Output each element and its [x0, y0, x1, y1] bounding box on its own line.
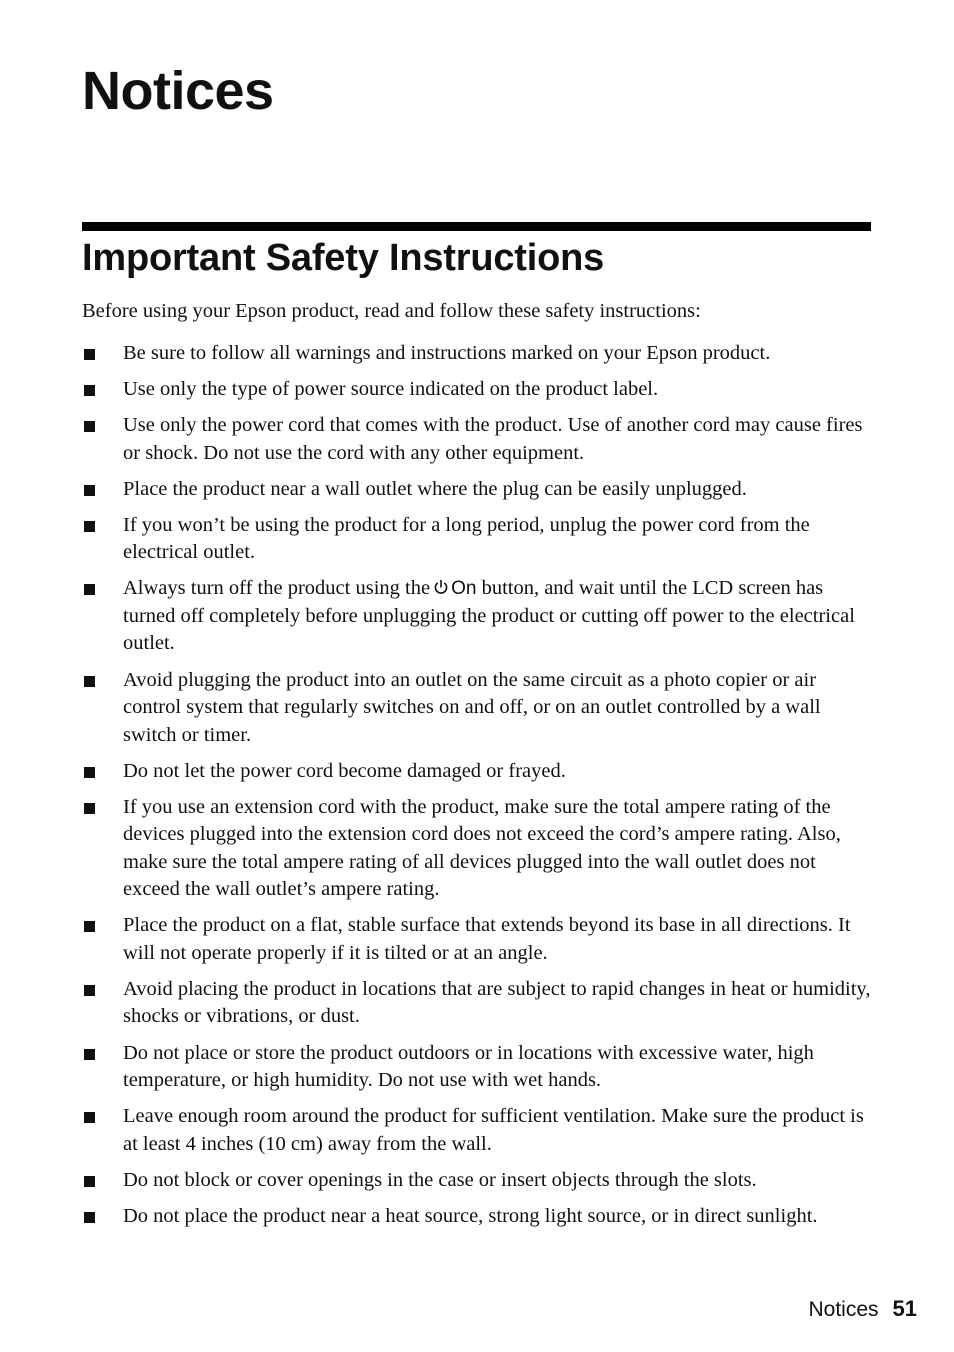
list-item — [82, 758, 872, 786]
square-bullet-icon — [84, 385, 95, 396]
square-bullet-icon — [84, 1112, 95, 1123]
list-item-text: Do not place the product near a heat source, strong light source, or in direct sunlight. — [123, 1204, 818, 1227]
square-bullet-icon — [84, 1049, 95, 1060]
intro-text: Before using your Epson product, read and follow these safety instructions: — [82, 300, 701, 322]
list-item-text: Do not let the power cord become damaged or frayed. — [123, 759, 566, 782]
list-item — [82, 412, 872, 467]
safety-instructions-list — [82, 340, 872, 1239]
page-title: Notices — [82, 61, 274, 121]
square-bullet-icon — [84, 485, 95, 496]
section-title: Important Safety Instructions — [82, 237, 605, 279]
square-bullet-icon — [84, 1176, 95, 1187]
list-item — [82, 976, 872, 1031]
square-bullet-icon — [84, 676, 95, 687]
power-icon — [433, 579, 449, 595]
list-item — [82, 794, 872, 904]
list-item-text: Leave enough room around the product for sufficient ventilation. Make sure the product is at least 4 inches (10 cm) away from the wall. — [123, 1105, 864, 1155]
list-item — [82, 512, 872, 567]
list-item — [82, 667, 872, 750]
list-item — [82, 575, 872, 658]
list-item-text: Place the product near a wall outlet where the plug can be easily unplugged. — [123, 477, 747, 500]
list-item — [82, 1040, 872, 1095]
page-number: 51 — [892, 1296, 917, 1321]
list-item-text: Do not place or store the product outdoors or in locations with excessive water, high temperature, or high humidity. Do not use with wet hands. — [123, 1041, 814, 1092]
section-divider — [82, 222, 871, 231]
list-item-text: Use only the type of power source indicated on the product label. — [123, 378, 659, 401]
square-bullet-icon — [84, 767, 95, 778]
list-item-text-after-button: button, and wait until the LCD screen has turned off completely before unplugging the product or cutting off power to the electrical outlet. — [123, 577, 855, 655]
list-item-text: Avoid placing the product in locations that are subject to rapid changes in heat or humidity, shocks or vibrations, or dust. — [123, 977, 871, 1028]
list-item-text: Be sure to follow all warnings and instructions marked on your Epson product. — [123, 342, 771, 364]
list-item — [82, 912, 872, 967]
list-item-text: Avoid plugging the product into an outlet on the same circuit as a photo copier or air control system that regularly switches on and off, or on an outlet controlled by a wall switch or timer. — [123, 668, 821, 746]
square-bullet-icon — [84, 584, 95, 595]
square-bullet-icon — [84, 421, 95, 432]
square-bullet-icon — [84, 521, 95, 532]
list-item-text: If you use an extension cord with the product, make sure the total ampere rating of the devices plugged into the extension cord does not exceed the cord’s ampere rating. Also, make sure the total ampere rating of all devices plugged into the wall outlet does not exceed the wall outlet’s ampere rating. — [123, 795, 841, 901]
list-item — [82, 1103, 872, 1158]
list-item — [82, 476, 872, 504]
square-bullet-icon — [84, 921, 95, 932]
square-bullet-icon — [84, 803, 95, 814]
list-item — [82, 340, 872, 368]
page-footer — [808, 1296, 917, 1322]
square-bullet-icon — [84, 349, 95, 360]
on-button-label: On — [451, 578, 477, 600]
list-item-text: Do not block or cover openings in the case or insert objects through the slots. — [123, 1168, 757, 1191]
footer-section-name: Notices — [808, 1298, 879, 1321]
list-item-text: Use only the power cord that comes with the product. Use of another cord may cause fires or shock. Do not use the cord with any other equipment. — [123, 414, 863, 464]
square-bullet-icon — [84, 1212, 95, 1223]
list-item — [82, 1167, 872, 1195]
list-item — [82, 1203, 872, 1231]
list-item-text: If you won’t be using the product for a long period, unplug the power cord from the electrical outlet. — [123, 513, 810, 564]
list-item-text-before-button: Always turn off the product using the — [123, 577, 431, 600]
square-bullet-icon — [84, 985, 95, 996]
list-item-text: Place the product on a flat, stable surface that extends beyond its base in all directions. It will not operate properly if it is tilted or at an angle. — [123, 914, 851, 964]
list-item — [82, 376, 872, 404]
